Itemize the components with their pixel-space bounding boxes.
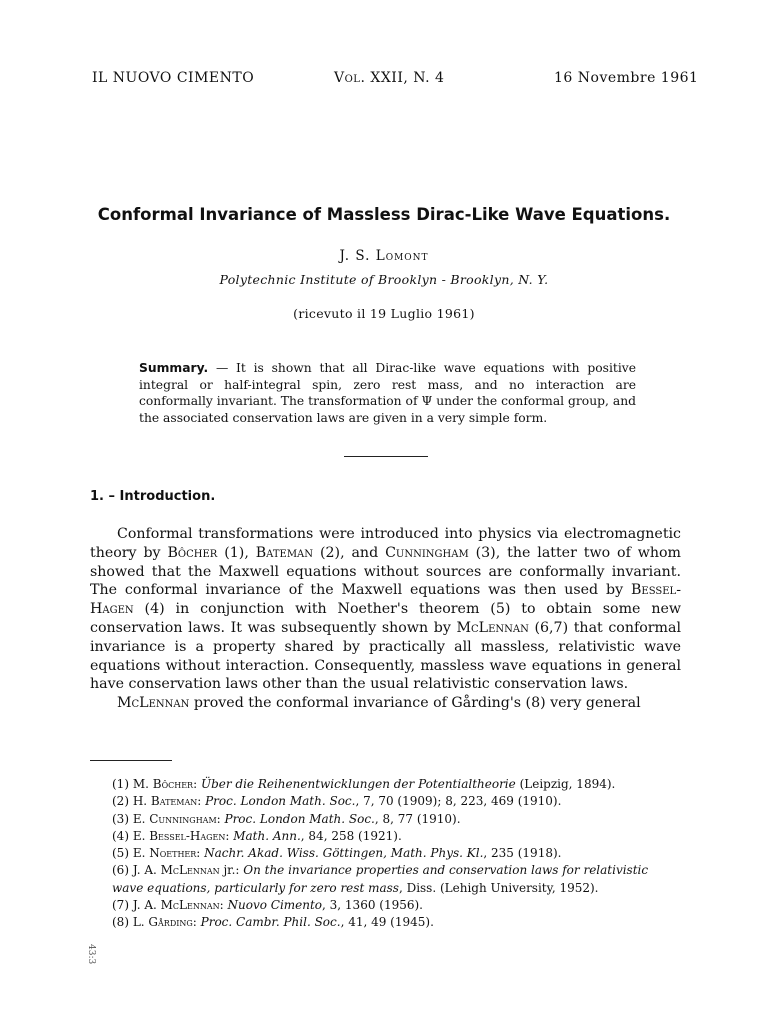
footnote: (1) M. Bôcher: Über die Reihenentwicklungen der Potentialtheorie (Leipzig, 1894). (112, 777, 616, 791)
summary-text: — It is shown that all Dirac-like wave equations with positive integral or half-integral spin, zero rest mass, and no interaction are conformally invariant. The transformation of Ψ under the conformal group, and the associated conservation laws are given in a very simple form. (139, 361, 636, 425)
author-affiliation: Polytechnic Institute of Brooklyn - Brooklyn, N. Y. (219, 272, 549, 287)
cited-author: Bessel-Hagen (90, 582, 681, 618)
received-date: (ricevuto il 19 Luglio 1961) (293, 306, 475, 321)
section-heading (90, 489, 215, 504)
citation-ref: (3) (475, 544, 496, 561)
author-name: J. S. Lomont (339, 248, 429, 264)
footnote: (8) L. Gårding: Proc. Cambr. Phil. Soc., 41, 49 (1945). (112, 915, 434, 930)
cited-author: Bôcher (167, 544, 218, 561)
cited-author: Cunningham (385, 544, 469, 561)
citation-ref: (4) (144, 601, 165, 618)
paragraph: McLennan proved the conformal invariance of Gårding's (8) very general (117, 695, 641, 712)
paragraph: Conformal transformations were introduced into physics via electromagnetic theory by Bôcher (1), Bateman (2), and Cunningham (3), the latter two of whom showed that the Maxwell equations without sources are conformally invariant. The conformal invariance of the Maxwell equations was then used by Bessel-Hagen (4) in conjunction with Noether's theorem (5) to obtain some new conservation laws. It was subsequently shown by McLennan (6,7) that conformal invariance is a property shared by practically all massless, relativistic wave equations without interaction. Consequently, massless wave equations in general have conservation laws other than the usual relativistic conservation laws. (90, 526, 682, 693)
separator-rule (344, 456, 428, 457)
issue-date: 16 Novembre 1961 (554, 70, 699, 86)
footnotes (88, 776, 683, 932)
footnote-rule (90, 760, 172, 761)
section-number: 1. – (90, 489, 116, 504)
citation-ref: (8) (525, 695, 546, 712)
volume-info: Vol. XXII, N. 4 (334, 70, 445, 86)
journal-name: IL NUOVO CIMENTO (92, 70, 255, 86)
cited-author: Bateman (255, 544, 314, 561)
citation-ref: (1) (224, 544, 245, 561)
citation-ref: (2) (319, 544, 341, 561)
body-text (90, 525, 681, 713)
summary (139, 360, 636, 426)
footnote: (2) H. Bateman: Proc. London Math. Soc., 7, 70 (1909); 8, 223, 469 (1910). (112, 794, 562, 809)
cited-author: McLennan (117, 695, 190, 712)
citation-ref: (5) (490, 601, 511, 618)
paper-title: Conformal Invariance of Massless Dirac-Like Wave Equations. (97, 205, 671, 224)
footnote: (4) E. Bessel-Hagen: Math. Ann., 84, 258 (1921). (112, 828, 402, 843)
footnote: (7) J. A. McLennan: Nuovo Cimento, 3, 1360 (1956). (112, 898, 423, 913)
footnote: (5) E. Noether: Nachr. Akad. Wiss. Göttingen, Math. Phys. Kl., 235 (1918). (112, 846, 562, 861)
section-title: Introduction. (119, 489, 216, 504)
cited-author: McLennan (456, 619, 529, 636)
footnote: (3) E. Cunningham: Proc. London Math. Soc., 8, 77 (1910). (112, 811, 461, 826)
footnote: (6) J. A. McLennan jr.: On the invariance properties and conservation laws for relativistic wave equations, particularly for zero rest mass, Diss. (Lehigh University, 1952). (112, 863, 649, 895)
citation-ref: (6,7) (534, 619, 569, 636)
summary-label: Summary. (139, 361, 209, 375)
margin-number: 43:3 (86, 944, 96, 965)
